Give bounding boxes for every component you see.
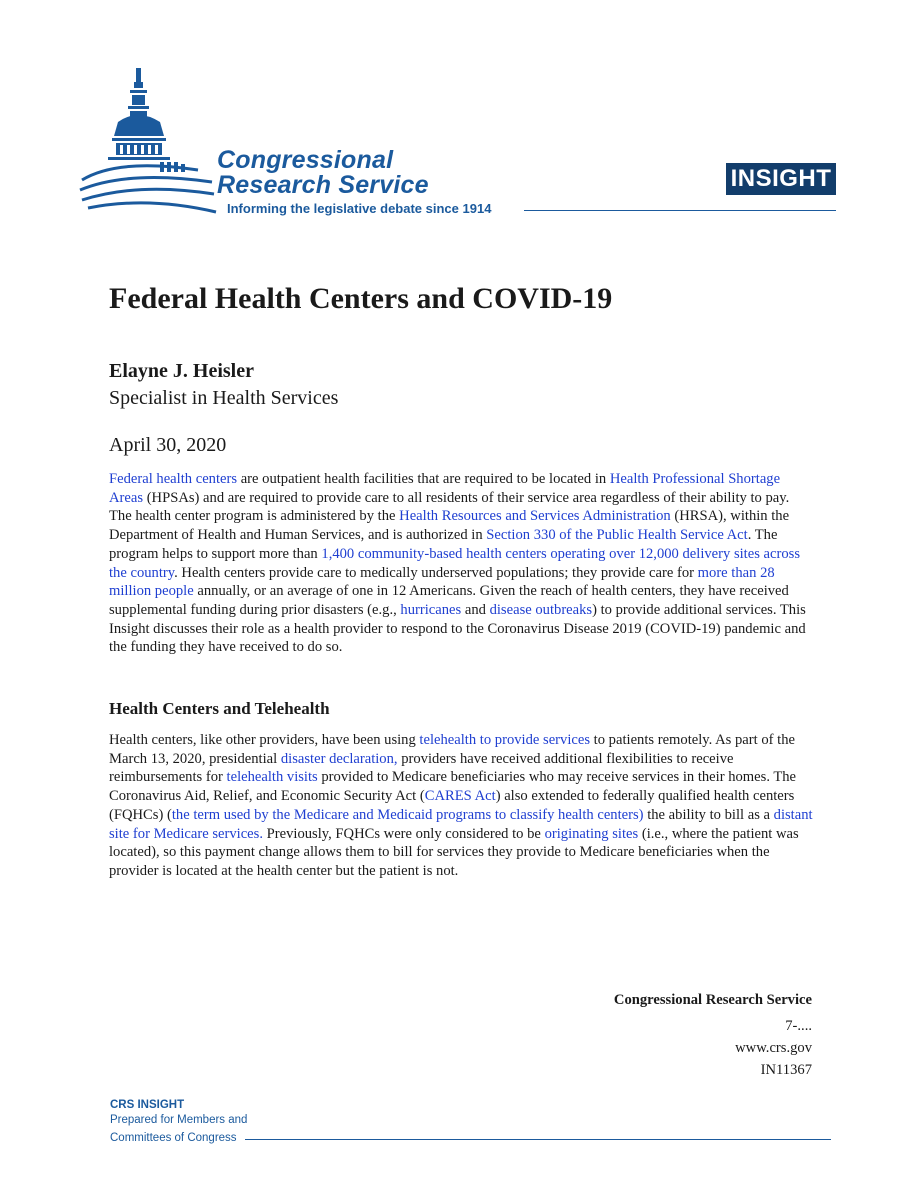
paragraph-text: (i.e., where the patient was located), so this payment change allows them to bill for services they provide to Medicare beneficiaries when the provider is located at the health center but the patient is not. (109, 825, 799, 879)
paragraph-text: to patients remotely. As part of the March 13, 2020, presidential (109, 732, 795, 767)
logo-wordmark-line1: Congressional (217, 146, 394, 174)
footer-code: 7-.... (785, 1018, 812, 1034)
author-name: Elayne J. Heisler (109, 360, 254, 382)
insight-badge: INSIGHT (726, 163, 836, 195)
inline-link[interactable]: Health Resources and Services Administration (399, 508, 671, 525)
prepared-for-line2: Committees of Congress (110, 1132, 237, 1144)
telehealth-paragraph (109, 731, 814, 881)
paragraph-text: ) also extended to federally qualified health centers (FQHCs) ( (109, 788, 795, 823)
prepared-for-line1: Prepared for Members and (110, 1114, 248, 1126)
inline-link[interactable]: originating sites (544, 825, 639, 842)
paragraph-text: ) to provide additional services. This Insight discusses their role as a health provider to respond to the Coronavirus Disease 2019 (COVID-19) pandemic and the funding they have received to do so. (109, 601, 806, 656)
inline-link[interactable]: disease outbreaks (489, 601, 593, 618)
paragraph-text: Previously, FQHCs were only considered to be (262, 825, 545, 842)
paragraph-text: provided to Medicare beneficiaries who may receive services in their homes. The Coronavirus Aid, Relief, and Economic Security Act ( (109, 769, 797, 805)
inline-link[interactable]: telehealth to provide services (419, 732, 591, 748)
document-title: Federal Health Centers and COVID-19 (109, 282, 613, 315)
footer-divider (245, 1139, 831, 1140)
paragraph-text: Health centers, like other providers, have been using (109, 732, 420, 748)
inline-link[interactable]: disaster declaration, (280, 750, 398, 767)
inline-link[interactable]: Health Professional Shortage Areas (109, 471, 781, 506)
inline-link[interactable]: the term used by the Medicare and Medicaid programs to classify health centers) (171, 806, 644, 823)
inline-link[interactable]: CARES Act (424, 788, 496, 805)
paragraph-text: and (461, 601, 490, 618)
footer-website: www.crs.gov (735, 1040, 812, 1056)
inline-link[interactable]: telehealth visits (226, 769, 318, 786)
logo-wordmark-line2: Research Service (217, 171, 429, 199)
crs-insight-label: CRS INSIGHT (110, 1099, 185, 1111)
paragraph-text: (HPSAs) and are required to provide care to all residents of their service area regardless of their ability to pay. The health center program is administered by the (109, 489, 790, 525)
paragraph-text: . Health centers provide care to medically underserved populations; they provide care for (174, 564, 698, 581)
publication-date: April 30, 2020 (109, 434, 227, 456)
capitol-dome-icon (78, 62, 218, 218)
paragraph-text: providers have received additional flexibilities to receive reimbursements for (109, 750, 734, 786)
inline-link[interactable]: distant site for Medicare services. (109, 806, 813, 842)
logo-tagline: Informing the legislative debate since 1914 (227, 201, 492, 216)
section-heading: Health Centers and Telehealth (109, 699, 330, 718)
inline-link[interactable]: Federal health centers (109, 471, 238, 487)
paragraph-text: the ability to bill as a (643, 806, 774, 823)
inline-link[interactable]: Section 330 of the Public Health Service Act (486, 527, 748, 544)
inline-link[interactable]: hurricanes (400, 601, 462, 618)
footer-organization: Congressional Research Service (613, 992, 812, 1008)
author-role: Specialist in Health Services (109, 387, 339, 409)
paragraph-text: . The program helps to support more than (109, 527, 778, 562)
header-divider (524, 210, 836, 211)
footer-report-id: IN11367 (760, 1062, 812, 1078)
intro-paragraph (109, 470, 814, 657)
inline-link[interactable]: more than 28 million people (109, 564, 775, 600)
paragraph-text: annually, or an average of one in 12 Americans. Given the reach of health centers, they have received supplemental funding during prior disasters (e.g., (109, 583, 789, 618)
paragraph-text: are outpatient health facilities that are required to be located in (237, 471, 610, 487)
inline-link[interactable]: 1,400 community-based health centers operating over 12,000 delivery sites across the country (109, 545, 801, 581)
paragraph-text: (HRSA), within the Department of Health and Human Services, and is authorized in (109, 508, 790, 544)
